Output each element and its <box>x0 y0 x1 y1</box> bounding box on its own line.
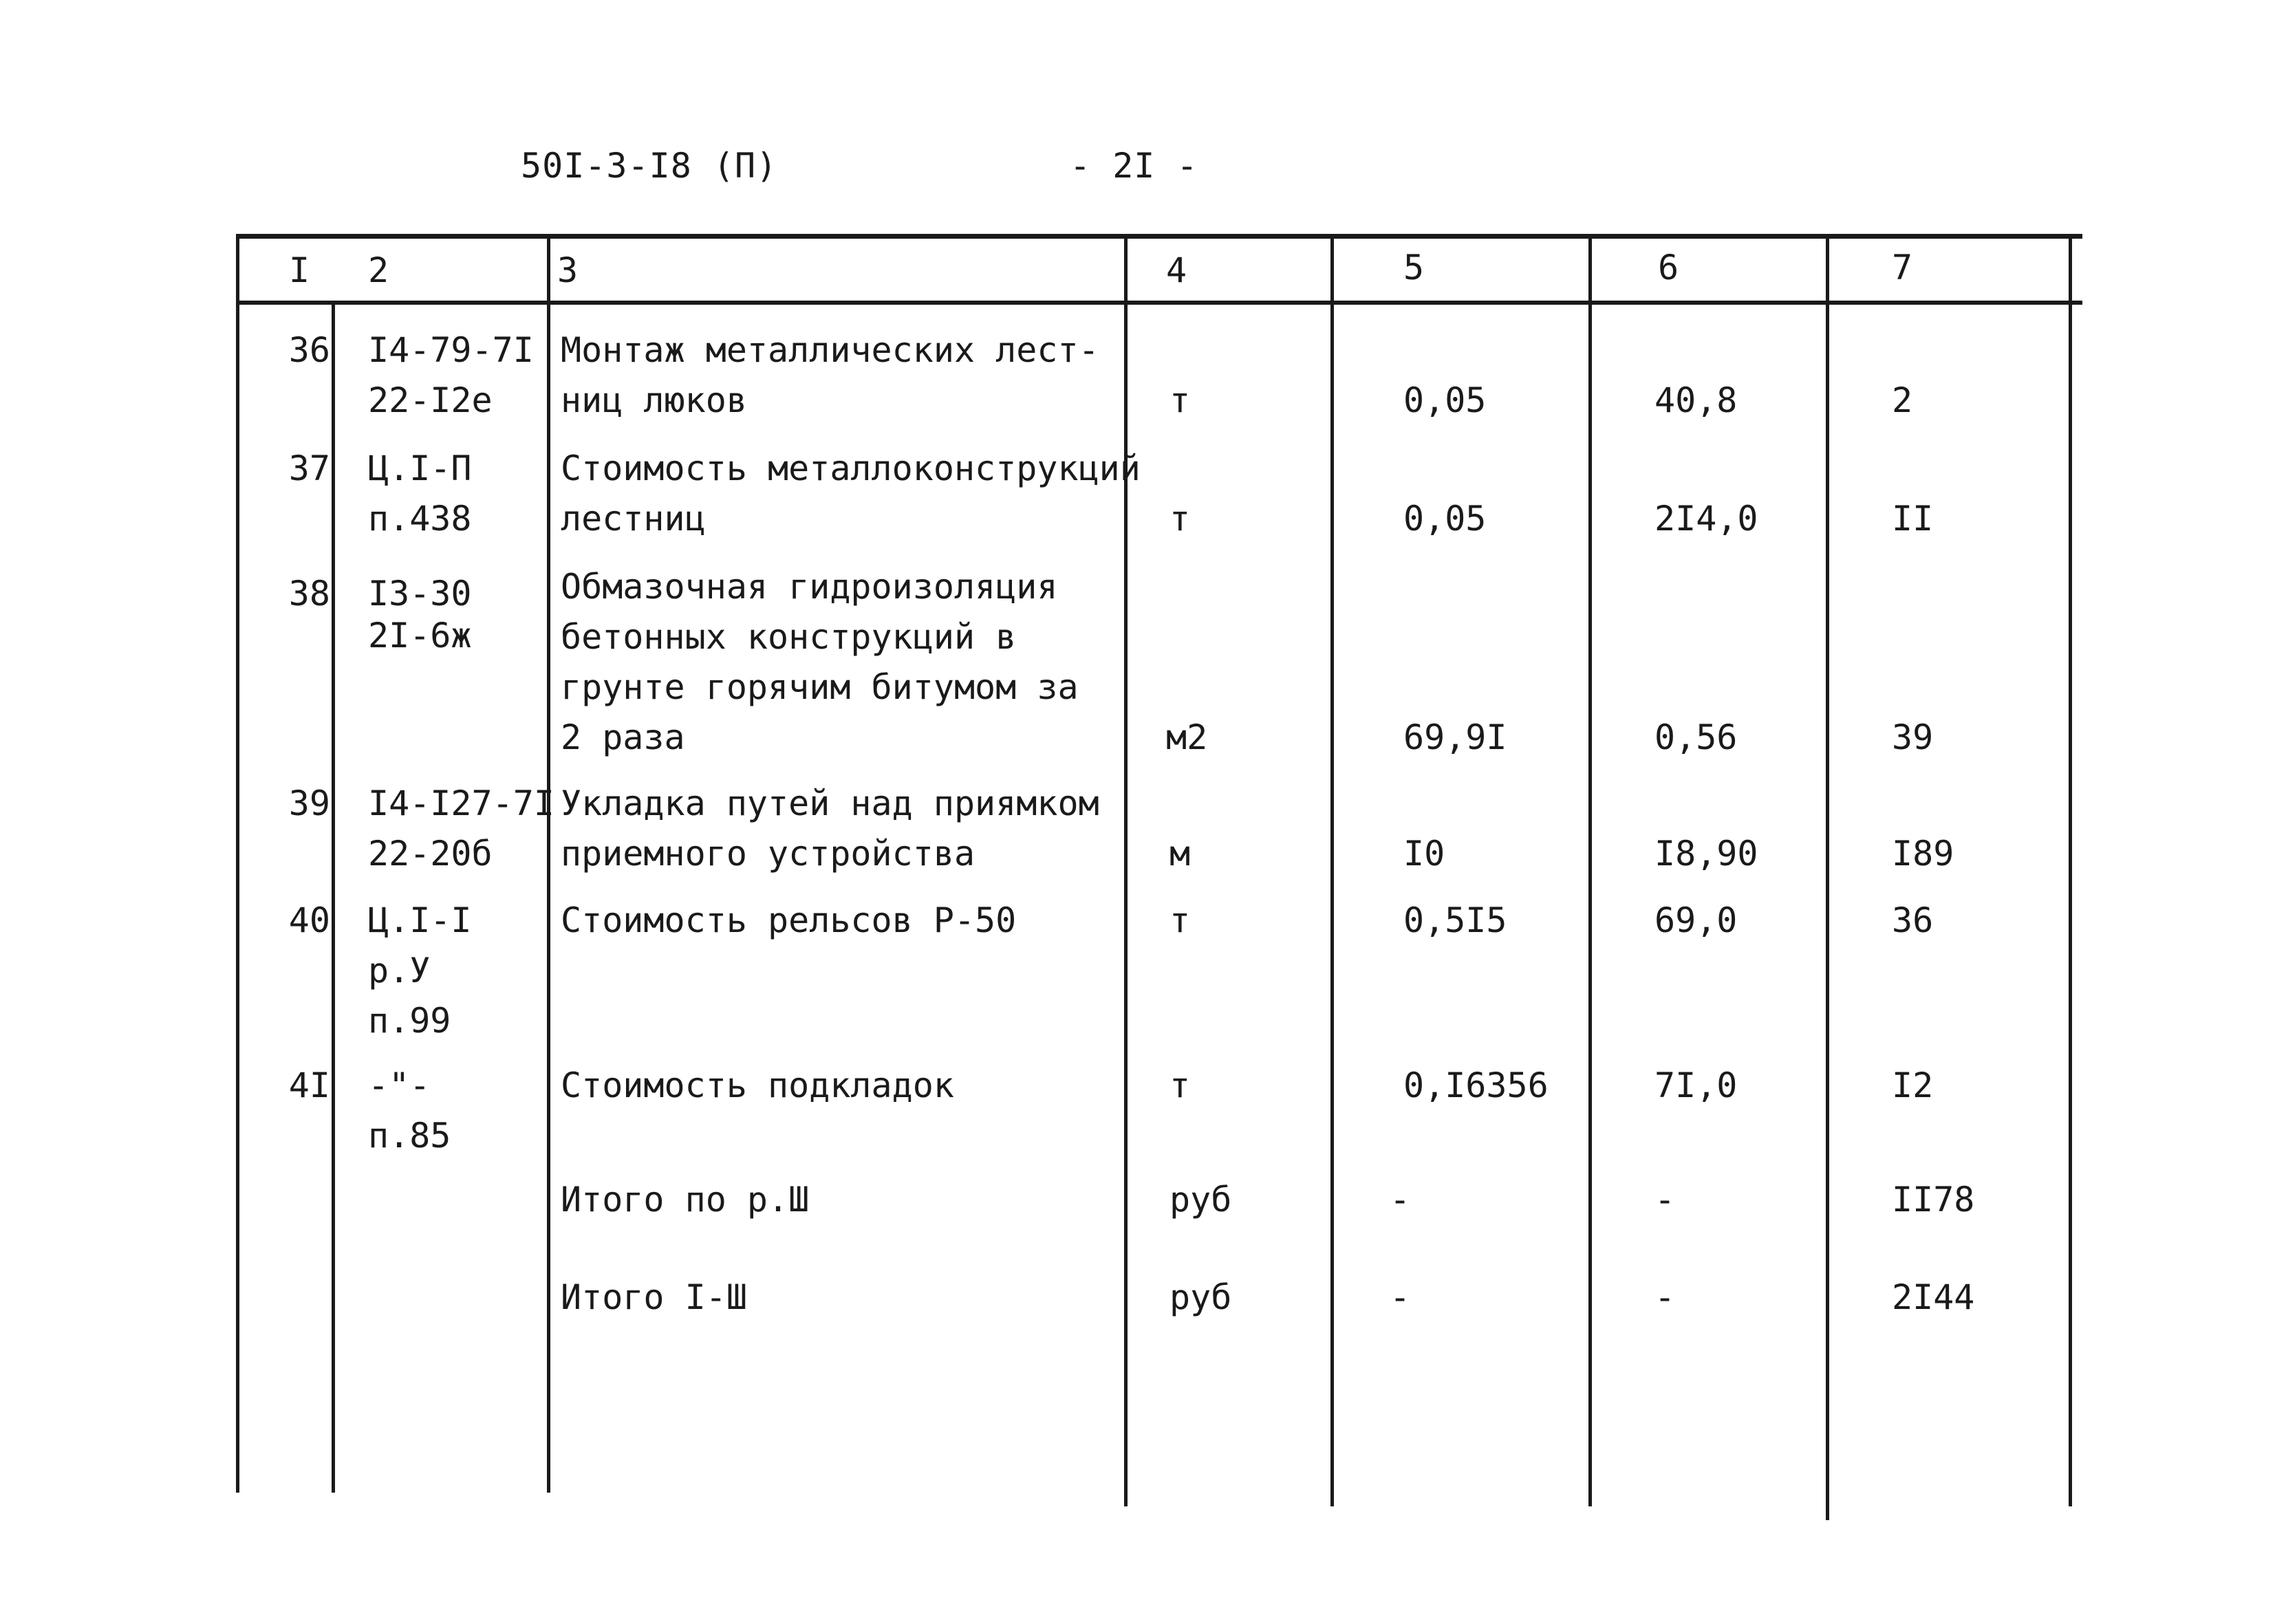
code-line: I4-I27-7I <box>368 783 554 823</box>
total-cell: 2 <box>1892 380 1913 420</box>
column-divider <box>1588 234 1592 1506</box>
column-divider <box>236 234 239 1493</box>
column-divider <box>547 234 550 1493</box>
code-line: I3-30 <box>368 574 472 614</box>
description-line: Стоимость подкладок <box>561 1065 954 1105</box>
quantity-cell: 0,05 <box>1403 380 1487 420</box>
description-line: Стоимость рельсов Р-50 <box>561 900 1017 940</box>
column-divider <box>2069 234 2072 1506</box>
quantity-cell: 0,5I5 <box>1403 900 1507 940</box>
column-divider <box>1330 234 1334 1506</box>
total-cell: I2 <box>1892 1065 1934 1105</box>
description-line: Обмазочная гидроизоляция <box>561 567 1058 607</box>
table-top-border <box>237 234 2082 239</box>
row-number: 39 <box>288 783 330 823</box>
column-divider <box>1124 234 1128 1506</box>
column-divider <box>1826 234 1829 1520</box>
row-number: 38 <box>288 574 330 614</box>
column-header: 2 <box>368 250 389 290</box>
total-cell: II78 <box>1892 1180 1975 1220</box>
row-number: 36 <box>288 330 330 370</box>
column-header: 5 <box>1403 248 1425 288</box>
code-line: п.85 <box>368 1116 451 1156</box>
column-header: I <box>289 250 310 290</box>
code-line: -"- <box>368 1065 431 1105</box>
description-line: бетонных конструкций в <box>561 617 1017 657</box>
total-cell: II <box>1892 499 1934 539</box>
row-number: 37 <box>288 448 330 488</box>
code-line: 22-20б <box>368 834 493 874</box>
description-line: ниц люков <box>561 380 747 420</box>
description-line: Стоимость металлоконструкций <box>561 448 1141 488</box>
header-separator <box>237 301 2082 305</box>
quantity-cell: - <box>1390 1277 1411 1317</box>
price-cell: - <box>1654 1277 1676 1317</box>
code-line: 22-I2е <box>368 380 493 420</box>
unit-cell: руб <box>1169 1277 1232 1317</box>
unit-cell: т <box>1169 1065 1191 1105</box>
unit-cell: т <box>1169 380 1191 420</box>
total-cell: I89 <box>1892 834 1954 874</box>
row-number: 40 <box>288 900 330 940</box>
description-line: Монтаж металлических лест- <box>561 330 1099 370</box>
code-line: I4-79-7I <box>368 330 534 370</box>
description-line: лестниц <box>561 499 706 539</box>
description-line: грунте горячим битумом за <box>561 667 1079 707</box>
column-header: 4 <box>1166 250 1187 290</box>
quantity-cell: 69,9I <box>1403 717 1507 757</box>
description-line: 2 раза <box>561 717 685 757</box>
quantity-cell: 0,I6356 <box>1403 1065 1549 1105</box>
total-cell: 2I44 <box>1892 1277 1975 1317</box>
price-cell: 0,56 <box>1654 717 1738 757</box>
price-cell: I8,90 <box>1654 834 1758 874</box>
description-line: Укладка путей над приямком <box>561 783 1099 823</box>
price-cell: 69,0 <box>1654 900 1738 940</box>
total-label: Итого по р.Ш <box>561 1180 810 1220</box>
document-code: 50I-3-I8 (П) <box>521 146 778 186</box>
unit-cell: т <box>1169 900 1191 940</box>
total-label: Итого I-Ш <box>561 1277 747 1317</box>
column-header: 6 <box>1658 248 1679 288</box>
code-line: Ц.I-I <box>368 900 472 940</box>
unit-cell: м2 <box>1166 717 1208 757</box>
unit-cell: т <box>1169 499 1191 539</box>
total-cell: 36 <box>1892 900 1934 940</box>
description-line: приемного устройства <box>561 834 975 874</box>
code-line: 2I-6ж <box>368 616 472 656</box>
code-line: р.У <box>368 951 431 990</box>
unit-cell: руб <box>1169 1180 1232 1220</box>
code-line: п.438 <box>368 499 472 539</box>
column-header: 3 <box>557 250 579 290</box>
code-line: Ц.I-П <box>368 448 472 488</box>
code-line: п.99 <box>368 1001 451 1041</box>
quantity-cell: 0,05 <box>1403 499 1487 539</box>
row-number: 4I <box>288 1065 330 1105</box>
column-divider <box>332 303 335 1493</box>
page-number: - 2I - <box>1070 146 1198 186</box>
quantity-cell: I0 <box>1403 834 1445 874</box>
column-header: 7 <box>1892 248 1913 288</box>
total-cell: 39 <box>1892 717 1934 757</box>
price-cell: 7I,0 <box>1654 1065 1738 1105</box>
price-cell: 40,8 <box>1654 380 1738 420</box>
price-cell: 2I4,0 <box>1654 499 1758 539</box>
price-cell: - <box>1654 1180 1676 1220</box>
unit-cell: м <box>1169 834 1191 874</box>
quantity-cell: - <box>1390 1180 1411 1220</box>
